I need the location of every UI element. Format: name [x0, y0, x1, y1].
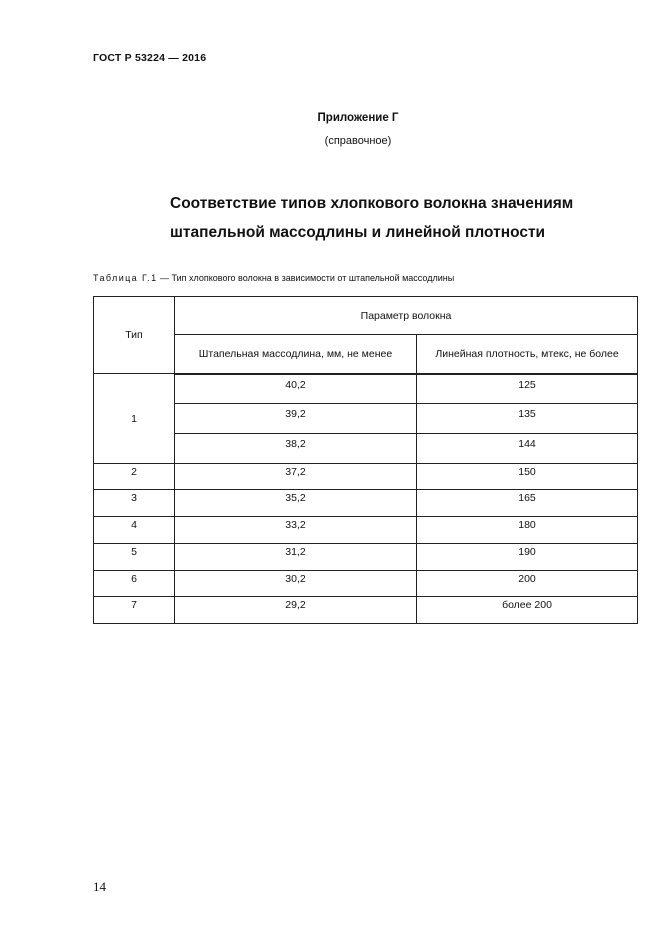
- cell-density: 165: [417, 490, 638, 517]
- cell-type: 6: [94, 571, 175, 597]
- header-type: Тип: [94, 297, 175, 374]
- table-header-row: [94, 297, 638, 335]
- section-title-line-1: Соответствие типов хлопкового волокна значениям: [170, 195, 574, 212]
- cell-density: 144: [417, 434, 638, 464]
- table-row: [94, 571, 638, 597]
- appendix-title: Приложение Г: [317, 112, 399, 124]
- table-row: [94, 544, 638, 571]
- cell-density: 180: [417, 517, 638, 544]
- cell-density: 200: [417, 571, 638, 597]
- page-number: 14: [93, 879, 106, 894]
- cell-type: 7: [94, 597, 175, 624]
- cell-length: 35,2: [175, 490, 417, 517]
- cell-type: 2: [94, 464, 175, 490]
- table-row: [94, 464, 638, 490]
- appendix-subtitle: (справочное): [324, 135, 392, 147]
- cell-length: 40,2: [175, 374, 417, 404]
- cell-type: 5: [94, 544, 175, 571]
- section-title-line-2: штапельной массодлины и линейной плотности: [170, 224, 546, 241]
- table-caption-text: — Тип хлопкового волокна в зависимости от штапельной массодлины: [157, 273, 455, 283]
- cell-type: 1: [94, 374, 175, 464]
- cell-density: 190: [417, 544, 638, 571]
- table-caption: [93, 273, 454, 283]
- table-row: [94, 517, 638, 544]
- table-row: [94, 374, 638, 404]
- header-linear-density: Линейная плотность, мтекс, не более: [417, 335, 638, 374]
- document-header: ГОСТ Р 53224 — 2016: [93, 52, 207, 64]
- cell-density: 150: [417, 464, 638, 490]
- cell-length: 31,2: [175, 544, 417, 571]
- section-title: [170, 189, 640, 247]
- header-parameter: Параметр волокна: [175, 297, 638, 335]
- cell-density: более 200: [417, 597, 638, 624]
- cell-length: 38,2: [175, 434, 417, 464]
- table-row: [94, 434, 638, 464]
- fiber-type-table: [93, 296, 638, 624]
- cell-length: 37,2: [175, 464, 417, 490]
- cell-length: 29,2: [175, 597, 417, 624]
- cell-length: 39,2: [175, 404, 417, 434]
- cell-type: 3: [94, 490, 175, 517]
- header-staple-length: Штапельная массодлина, мм, не менее: [175, 335, 417, 374]
- cell-type: 4: [94, 517, 175, 544]
- table-row: [94, 404, 638, 434]
- table-subheader-row: [94, 335, 638, 374]
- table-row: [94, 490, 638, 517]
- cell-density: 135: [417, 404, 638, 434]
- table-caption-label: Таблица Г.1: [93, 273, 158, 283]
- table-row: [94, 597, 638, 624]
- cell-length: 33,2: [175, 517, 417, 544]
- cell-density: 125: [417, 374, 638, 404]
- cell-length: 30,2: [175, 571, 417, 597]
